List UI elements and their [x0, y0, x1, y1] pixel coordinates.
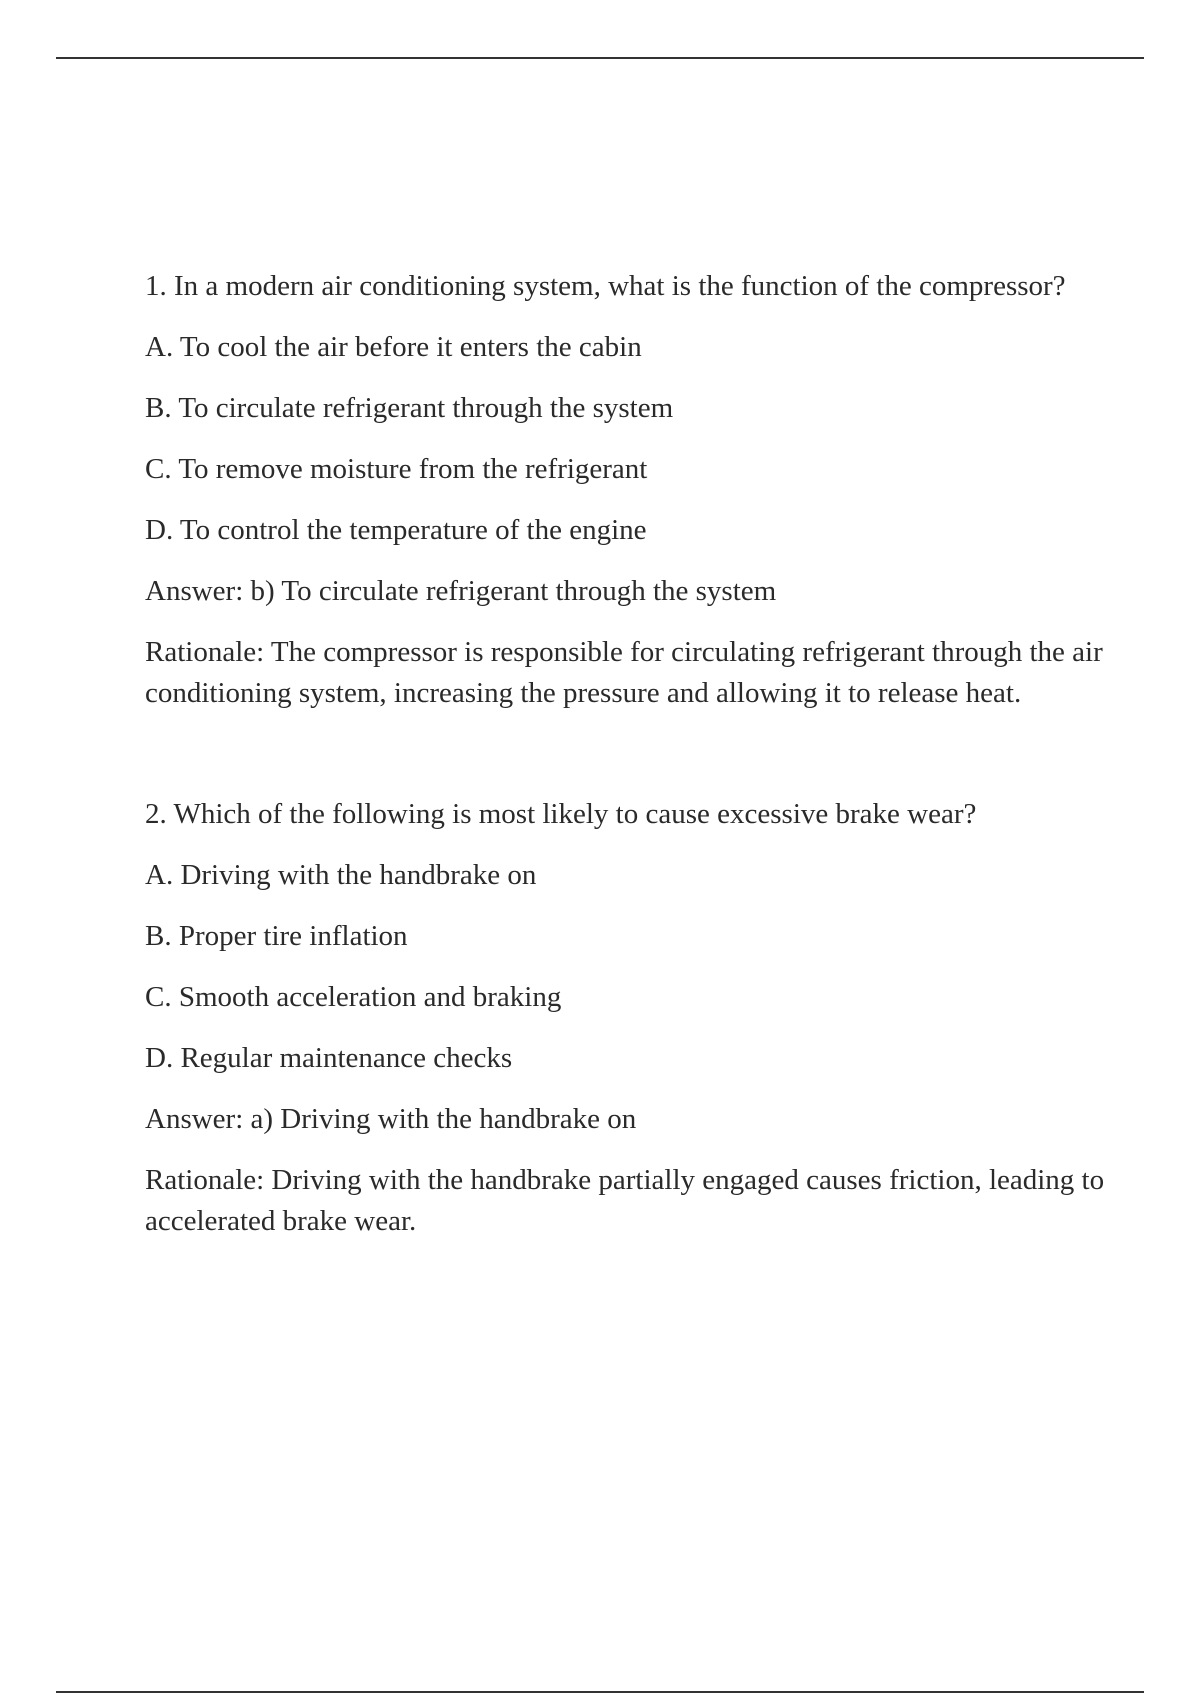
option-c: C. Smooth acceleration and braking [145, 981, 562, 1013]
option-a: A. To cool the air before it enters the cabin [145, 331, 642, 363]
option-b: B. Proper tire inflation [145, 920, 408, 952]
page-content [145, 266, 1145, 1242]
rationale-text: Rationale: The compressor is responsible for circulating refrigerant through the air conditioning system, increasing the pressure and allowing it to release heat. [145, 636, 1103, 709]
option-c: C. To remove moisture from the refrigerant [145, 453, 648, 485]
question-block-2 [145, 794, 1145, 1242]
answer-text: Answer: b) To circulate refrigerant through the system [145, 575, 777, 607]
footer-rule [56, 1691, 1144, 1693]
rationale-text: Rationale: Driving with the handbrake partially engaged causes friction, leading to accelerated brake wear. [145, 1164, 1105, 1237]
answer-text: Answer: a) Driving with the handbrake on [145, 1103, 637, 1135]
question-block-1 [145, 266, 1145, 714]
option-a: A. Driving with the handbrake on [145, 859, 537, 891]
option-b: B. To circulate refrigerant through the system [145, 392, 674, 424]
question-text: 1. In a modern air conditioning system, what is the function of the compressor? [145, 270, 1066, 302]
option-d: D. To control the temperature of the engine [145, 514, 647, 546]
option-d: D. Regular maintenance checks [145, 1042, 513, 1074]
header-rule [56, 57, 1144, 59]
question-text: 2. Which of the following is most likely to cause excessive brake wear? [145, 798, 977, 830]
